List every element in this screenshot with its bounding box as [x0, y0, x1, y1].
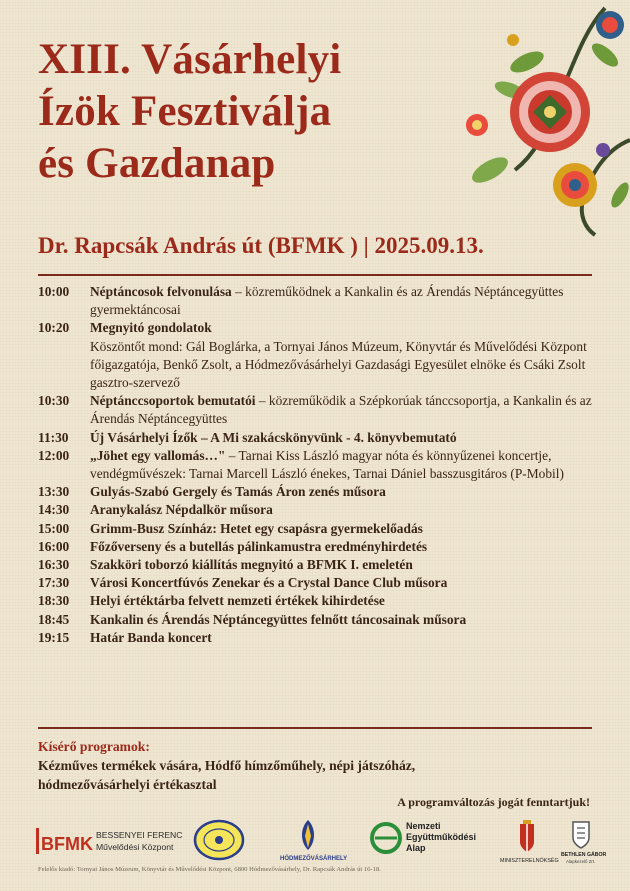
schedule-row	[38, 592, 598, 610]
schedule-row	[38, 611, 598, 629]
miniszterelnokseg-logo	[498, 818, 560, 866]
schedule-headline: Városi Koncertfúvós Zenekar és a Crystal Dance Club műsora	[90, 575, 448, 591]
schedule-headline: Főzőverseny és a butellás pálinkamustra eredményhirdetés	[90, 538, 428, 554]
schedule-description	[90, 283, 598, 319]
side-programs-title: Kísérő programok:	[38, 739, 150, 754]
association-seal-logo	[193, 818, 245, 866]
schedule-row	[38, 429, 598, 447]
schedule-time: 18:45	[38, 611, 70, 627]
schedule-detail: – közreműködnek a Kankalin és az Árendás Néptáncegyüttes gyermektáncosai	[90, 284, 564, 318]
schedule-headline: Határ Banda koncert	[90, 629, 212, 645]
schedule-description	[90, 538, 598, 556]
bethlen-line-2: Alapkezelő Zrt.	[566, 859, 596, 864]
title-line-1: XIII. Vásárhelyi	[38, 36, 342, 83]
bethlen-gabor-logo	[560, 818, 605, 866]
schedule-headline: „Jöhet egy vallomás…"	[90, 447, 226, 463]
schedule-time: 13:30	[38, 484, 70, 500]
schedule-headline: Grimm-Busz Színház: Hetet egy csapásra gyermekelőadás	[90, 520, 423, 536]
schedule-row	[38, 520, 598, 538]
schedule-time: 15:00	[38, 520, 70, 536]
schedule-row	[38, 392, 598, 428]
schedule-headline: Megnyitó gondolatok	[90, 320, 212, 336]
schedule-row	[38, 629, 598, 647]
schedule-time: 12:00	[38, 447, 70, 463]
bethlen-line-1: BETHLEN GÁBOR	[561, 852, 607, 858]
schedule-time: 10:30	[38, 393, 70, 409]
schedule-time: 18:30	[38, 593, 70, 609]
schedule-time: 10:00	[38, 284, 70, 299]
schedule-headline: Gulyás-Szabó Gergely és Tamás Áron zenés műsora	[90, 484, 386, 500]
bfmk-mark: BFMK	[41, 834, 93, 854]
schedule-description	[90, 392, 598, 428]
sponsor-logos	[30, 818, 607, 866]
poster-title	[38, 34, 458, 190]
divider-top	[38, 274, 592, 276]
hodmezovasarhely-name: HÓDMEZŐVÁSÁRHELY	[280, 856, 348, 862]
schedule-row	[38, 319, 598, 392]
title-line-3: és Gazdanap	[38, 140, 276, 187]
schedule-detail: – Tarnai Kiss László magyar nóta és könnyűzenei koncertje, vendégművészek: Tarnai Marcell László énekes, Tarnai Dániel basszusgitáros (P-Mobil)	[90, 447, 564, 482]
divider-bottom	[38, 727, 592, 729]
side-programs-line-1: Kézműves termékek vására, Hódfő hímzőműhely, népi játszóház,	[38, 758, 416, 773]
schedule-description	[90, 501, 598, 519]
bfmk-name-line-1: BESSENYEI FERENC	[96, 830, 183, 840]
schedule-description	[90, 611, 598, 629]
miniszterelnokseg-logo-graphic	[498, 818, 560, 866]
venue-and-date: Dr. Rapcsák András út (BFMK ) | 2025.09.13.	[38, 233, 484, 258]
schedule-description	[90, 447, 598, 483]
nea-line-3: Alap	[406, 843, 426, 853]
schedule-headline: Aranykalász Népdalkör műsora	[90, 502, 273, 518]
schedule-description	[90, 520, 598, 538]
schedule-description	[90, 592, 598, 610]
schedule-time: 11:30	[38, 429, 69, 445]
embroidered-flower-ornament	[455, 0, 630, 235]
ministry-name: MINISZTERELNÖKSÉG	[500, 858, 559, 864]
nemzeti-egyuttmukodesi-alap-logo	[370, 818, 490, 866]
schedule-headline: Néptánccsoportok bemutatói	[90, 393, 256, 409]
schedule-row	[38, 574, 598, 592]
schedule-time: 16:00	[38, 538, 70, 554]
schedule-row	[38, 538, 598, 556]
nea-line-2: Együttműködési	[406, 832, 477, 842]
schedule-description	[90, 574, 598, 592]
program-schedule	[38, 283, 598, 647]
nea-line-1: Nemzeti	[406, 821, 441, 831]
bfmk-logo	[36, 818, 183, 866]
schedule-time: 17:30	[38, 575, 70, 591]
schedule-description	[90, 429, 598, 447]
schedule-row	[38, 483, 598, 501]
bethlen-gabor-logo-graphic	[560, 818, 605, 866]
schedule-detail: Köszöntőt mond: Gál Boglárka, a Tornyai János Múzeum, Könyvtár és Művelődési Központ főigazgatója, Benkő Zsolt, a Hódmezővásárhelyi Gazdasági Egyesület elnöke és Csáki Zsolt gasztro-szervező	[90, 338, 587, 391]
hodmezovasarhely-logo	[280, 818, 350, 866]
schedule-detail: – közreműködik a Szépkorúak tánccsoportja, a Kankalin és az Árendás Néptáncegyüttes	[90, 393, 592, 427]
schedule-row	[38, 447, 598, 483]
schedule-description	[90, 556, 598, 574]
side-programs-line-2: hódmezővásárhelyi értékasztal	[38, 777, 217, 792]
change-notice: A programváltozás jogát fenntartjuk!	[397, 795, 590, 809]
bfmk-name-line-2: Művelődési Központ	[96, 842, 174, 852]
schedule-headline: Kankalin és Árendás Néptáncegyüttes felnőtt táncosainak műsora	[90, 611, 467, 627]
schedule-row	[38, 556, 598, 574]
schedule-headline: Új Vásárhelyi Ízők – A Mi szakácskönyvünk - 4. könyvbemutató	[90, 429, 457, 445]
schedule-row	[38, 283, 598, 319]
schedule-row	[38, 501, 598, 519]
publisher-footer: Felelős kiadó: Tornyai János Múzeum, Könyvtár és Művelődési Központ, 6800 Hódmezővásárhely, Dr. Rapcsák András út 16-18.	[38, 866, 381, 873]
schedule-time: 19:15	[38, 629, 70, 645]
schedule-headline: Helyi értéktárba felvett nemzeti értékek kihirdetése	[90, 593, 385, 609]
title-line-2: Ízök Fesztiválja	[38, 88, 332, 135]
side-programs	[38, 737, 598, 794]
hodmezovasarhely-logo-graphic	[280, 818, 350, 866]
schedule-time: 16:30	[38, 557, 70, 573]
bfmk-logo-graphic	[36, 822, 183, 862]
association-seal-graphic	[193, 818, 245, 864]
schedule-headline: Szakköri toborzó kiállítás megnyitó a BFMK I. emeletén	[90, 557, 413, 573]
nea-logo-graphic	[370, 818, 490, 864]
schedule-description	[90, 483, 598, 501]
schedule-headline: Néptáncosok felvonulása	[90, 284, 232, 299]
schedule-time: 10:20	[38, 320, 70, 336]
schedule-description	[90, 629, 598, 647]
schedule-time: 14:30	[38, 502, 70, 518]
schedule-description	[90, 319, 598, 392]
